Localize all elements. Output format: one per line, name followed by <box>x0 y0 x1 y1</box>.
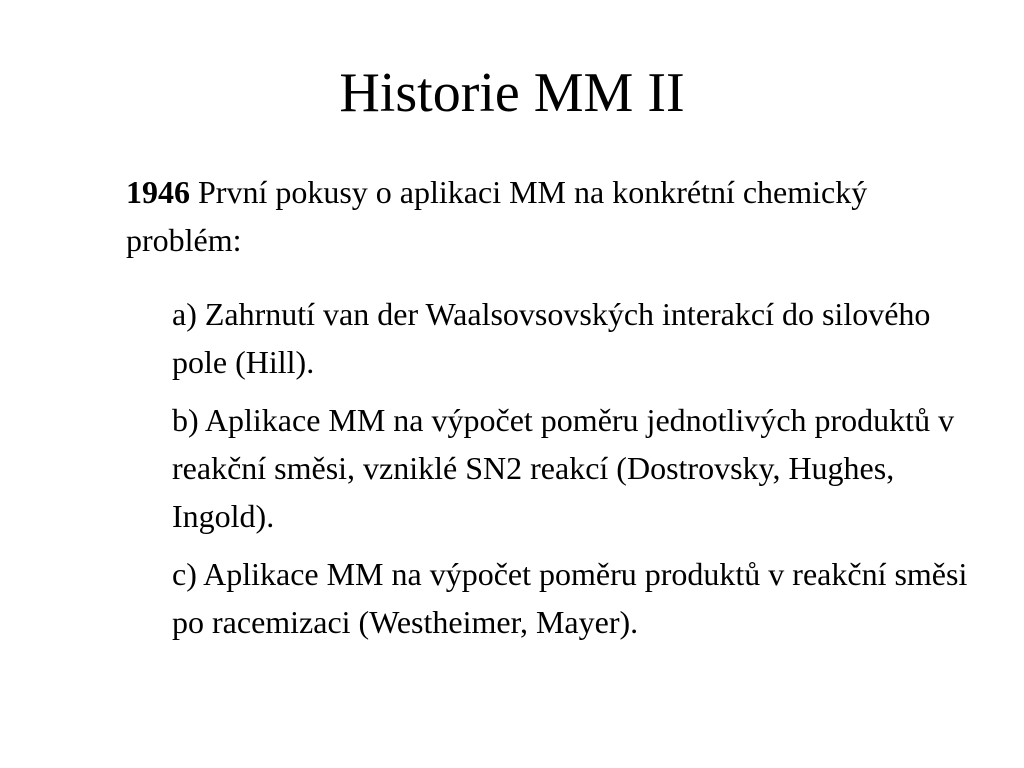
sub-item-b: b) Aplikace MM na výpočet poměru jednotlivých produktů v reakční směsi, vzniklé SN2 reakcí (Dostrovsky, Hughes, Ingold). <box>172 402 955 534</box>
intro-year: 1946 <box>126 174 190 210</box>
sub-list <box>172 290 982 656</box>
intro-paragraph <box>126 168 926 264</box>
slide-title: Historie MM II <box>339 62 685 124</box>
sub-item-c: c) Aplikace MM na výpočet poměru produktů v reakční směsi po racemizaci (Westheimer, Mayer). <box>172 556 968 640</box>
intro-text: První pokusy o aplikaci MM na konkrétní chemický problém: <box>126 174 868 258</box>
sub-item-a: a) Zahrnutí van der Waalsovsovských interakcí do silového pole (Hill). <box>172 296 931 380</box>
